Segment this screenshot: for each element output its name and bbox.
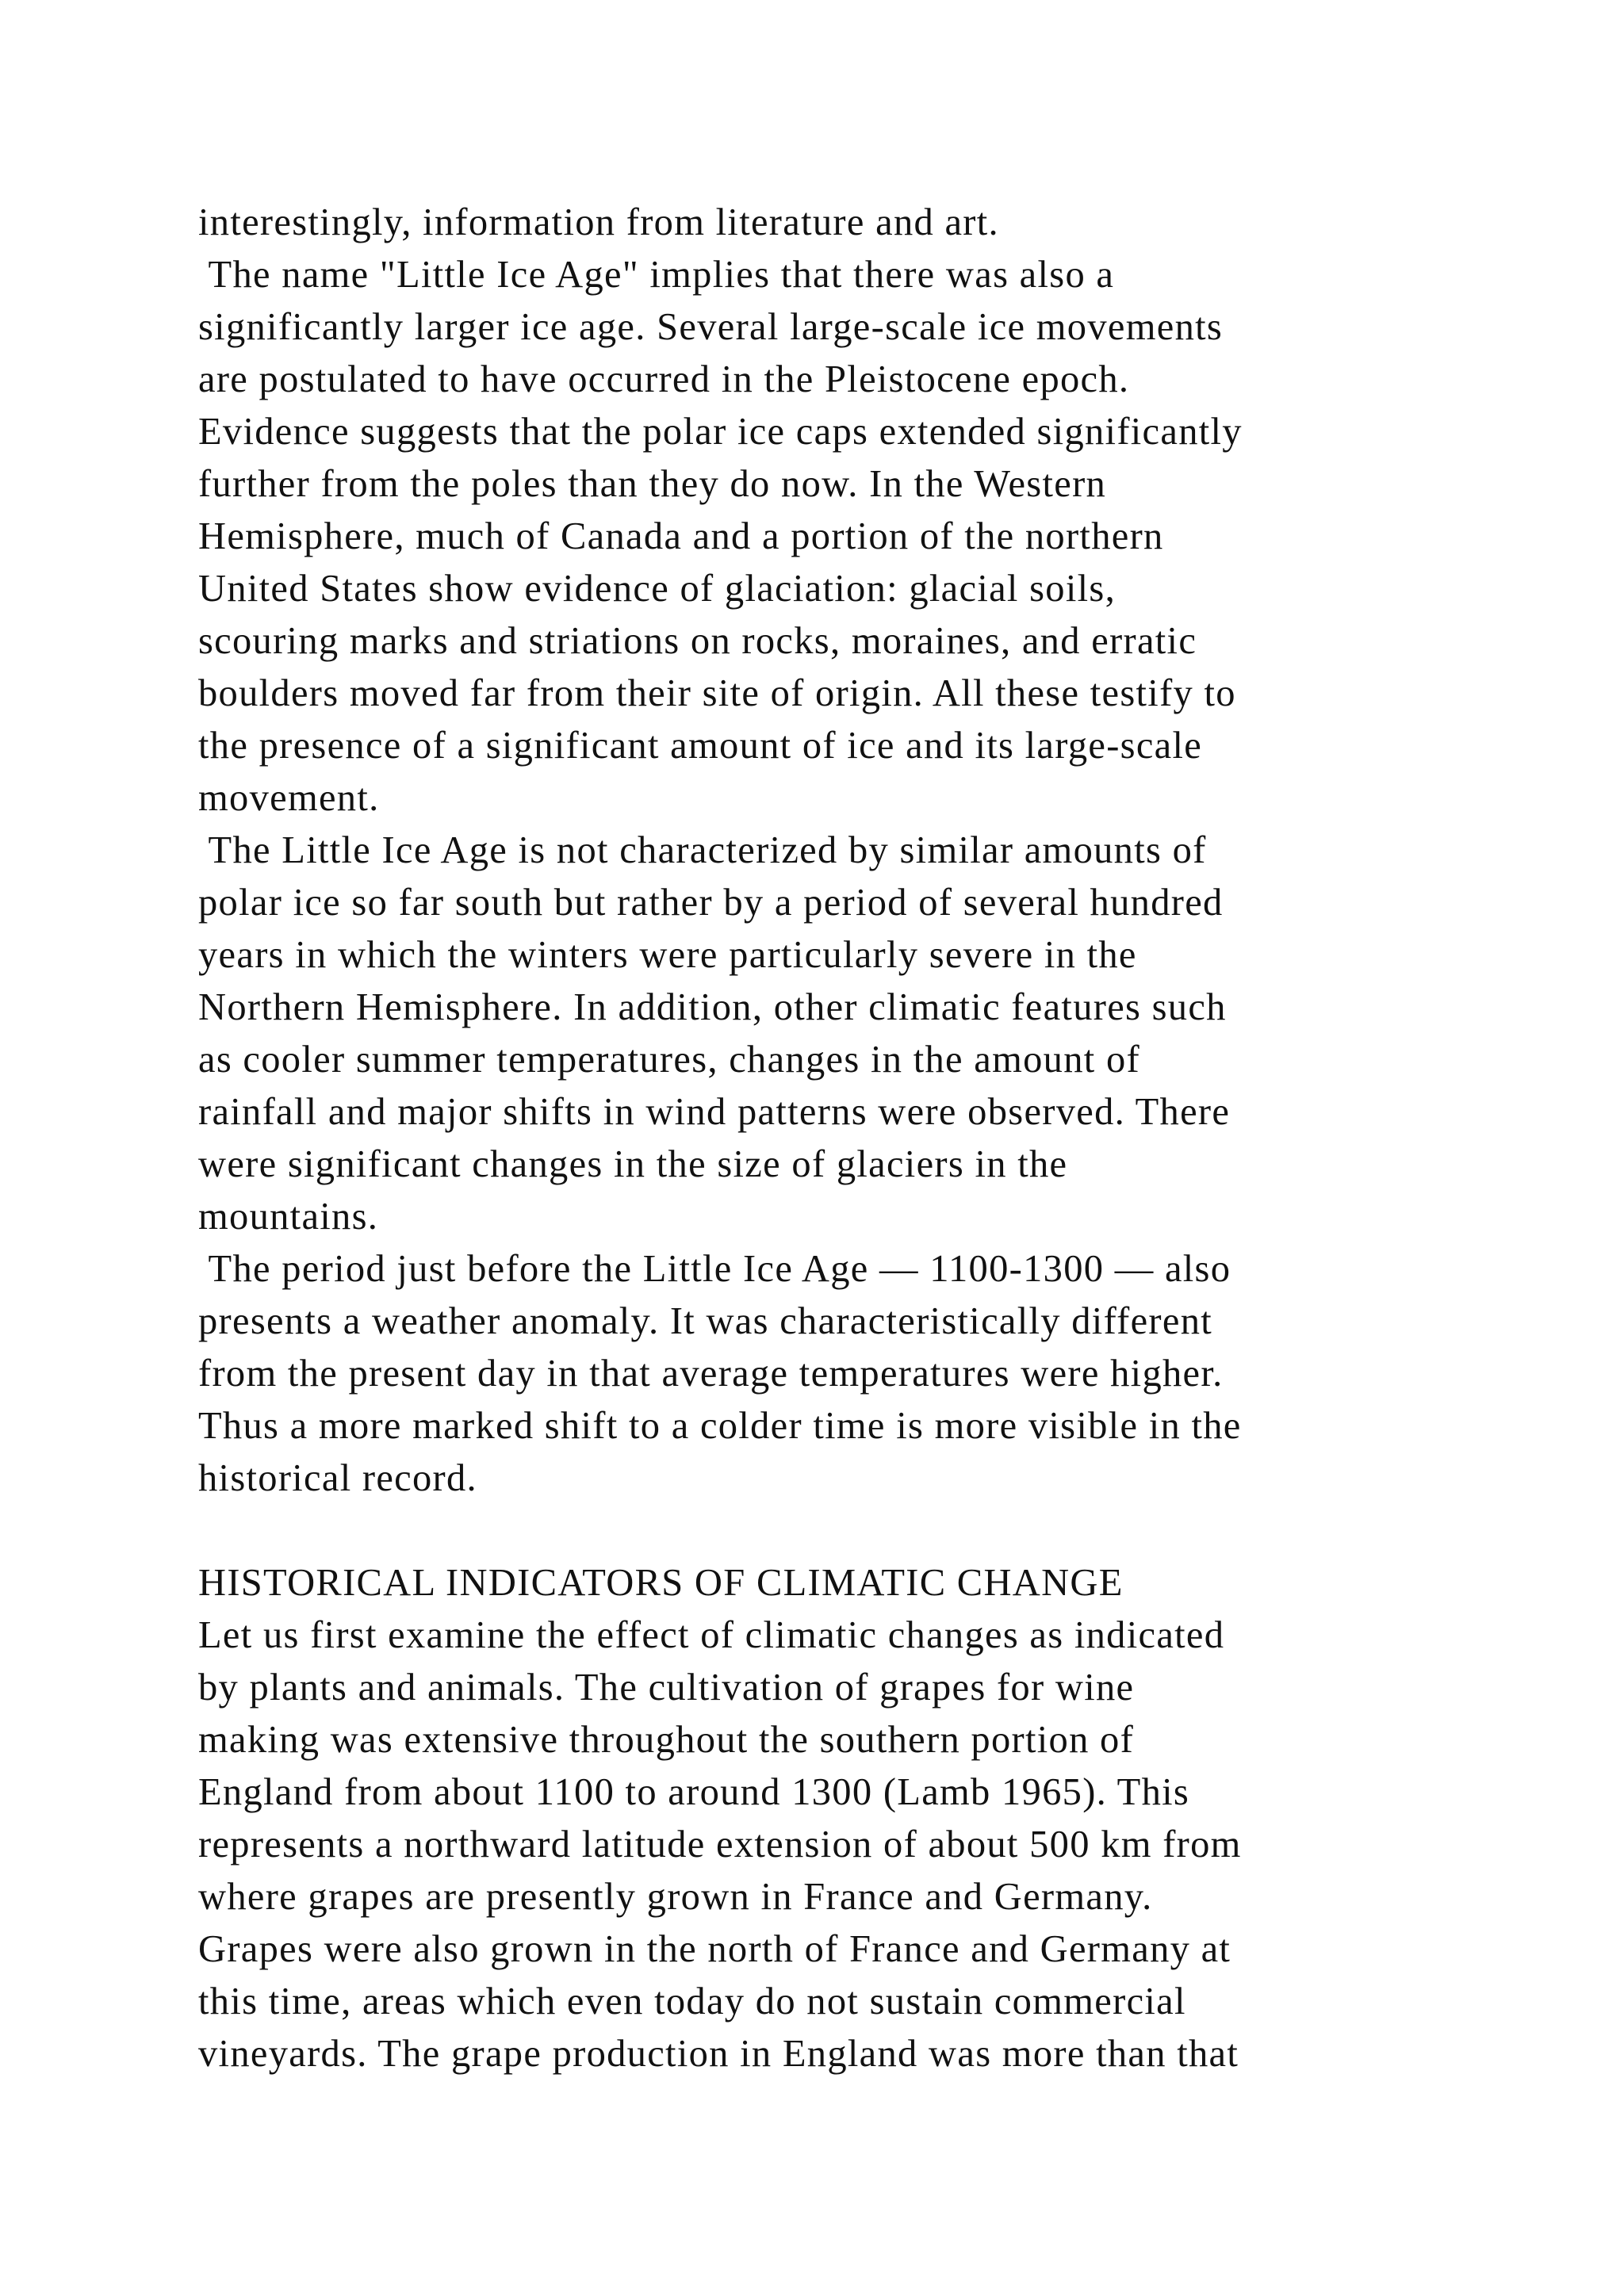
text-line: by plants and animals. The cultivation of grapes for wine [198,1667,1135,1709]
text-line: vineyards. The grape production in England was more than that [198,2033,1239,2075]
text-line: interestingly, information from literature and art. [198,201,999,243]
text-line: Grapes were also grown in the north of France and Germany at [198,1928,1231,1970]
text-line: this time, areas which even today do not sustain commercial [198,1980,1186,2022]
text-line: are postulated to have occurred in the Pleistocene epoch. [198,358,1130,400]
text-line: presents a weather anomaly. It was characteristically different [198,1300,1213,1342]
blank-line [198,1505,1435,1557]
text-line: making was extensive throughout the southern portion of [198,1719,1135,1761]
text-line: years in which the winters were particularly severe in the [198,934,1137,976]
text-line: United States show evidence of glaciation: glacial soils, [198,568,1116,610]
text-line: as cooler summer temperatures, changes in the amount of [198,1039,1140,1081]
text-line: rainfall and major shifts in wind patterns were observed. There [198,1091,1231,1133]
document-body [198,197,1435,2080]
section-heading: HISTORICAL INDICATORS OF CLIMATIC CHANGE [198,1562,1124,1604]
text-line: polar ice so far south but rather by a period of several hundred [198,882,1224,924]
text-line: represents a northward latitude extension of about 500 km from [198,1823,1242,1866]
text-line: were significant changes in the size of glaciers in the [198,1143,1068,1185]
text-line: Northern Hemisphere. In addition, other climatic features such [198,986,1227,1028]
text-line: The name "Little Ice Age" implies that there was also a [198,254,1115,296]
text-line: The period just before the Little Ice Age — 1100-1300 — also [198,1248,1231,1290]
text-line: Evidence suggests that the polar ice caps extended significantly [198,411,1243,453]
text-line: Let us first examine the effect of climatic changes as indicated [198,1614,1225,1656]
text-line: from the present day in that average temperatures were higher. [198,1353,1224,1395]
text-line: England from about 1100 to around 1300 (Lamb 1965). This [198,1771,1190,1813]
text-line: mountains. [198,1196,379,1238]
text-line: the presence of a significant amount of ice and its large-scale [198,725,1203,767]
text-line: historical record. [198,1457,477,1499]
text-line: scouring marks and striations on rocks, moraines, and erratic [198,620,1197,662]
text-line: Thus a more marked shift to a colder time is more visible in the [198,1405,1242,1447]
text-line: movement. [198,777,380,819]
text-line: Hemisphere, much of Canada and a portion of the northern [198,515,1164,557]
text-line: boulders moved far from their site of origin. All these testify to [198,672,1236,714]
text-line: further from the poles than they do now. In the Western [198,463,1107,505]
text-line: The Little Ice Age is not characterized by similar amounts of [198,829,1207,871]
text-line: significantly larger ice age. Several large-scale ice movements [198,306,1224,348]
text-line: where grapes are presently grown in France and Germany. [198,1876,1153,1918]
